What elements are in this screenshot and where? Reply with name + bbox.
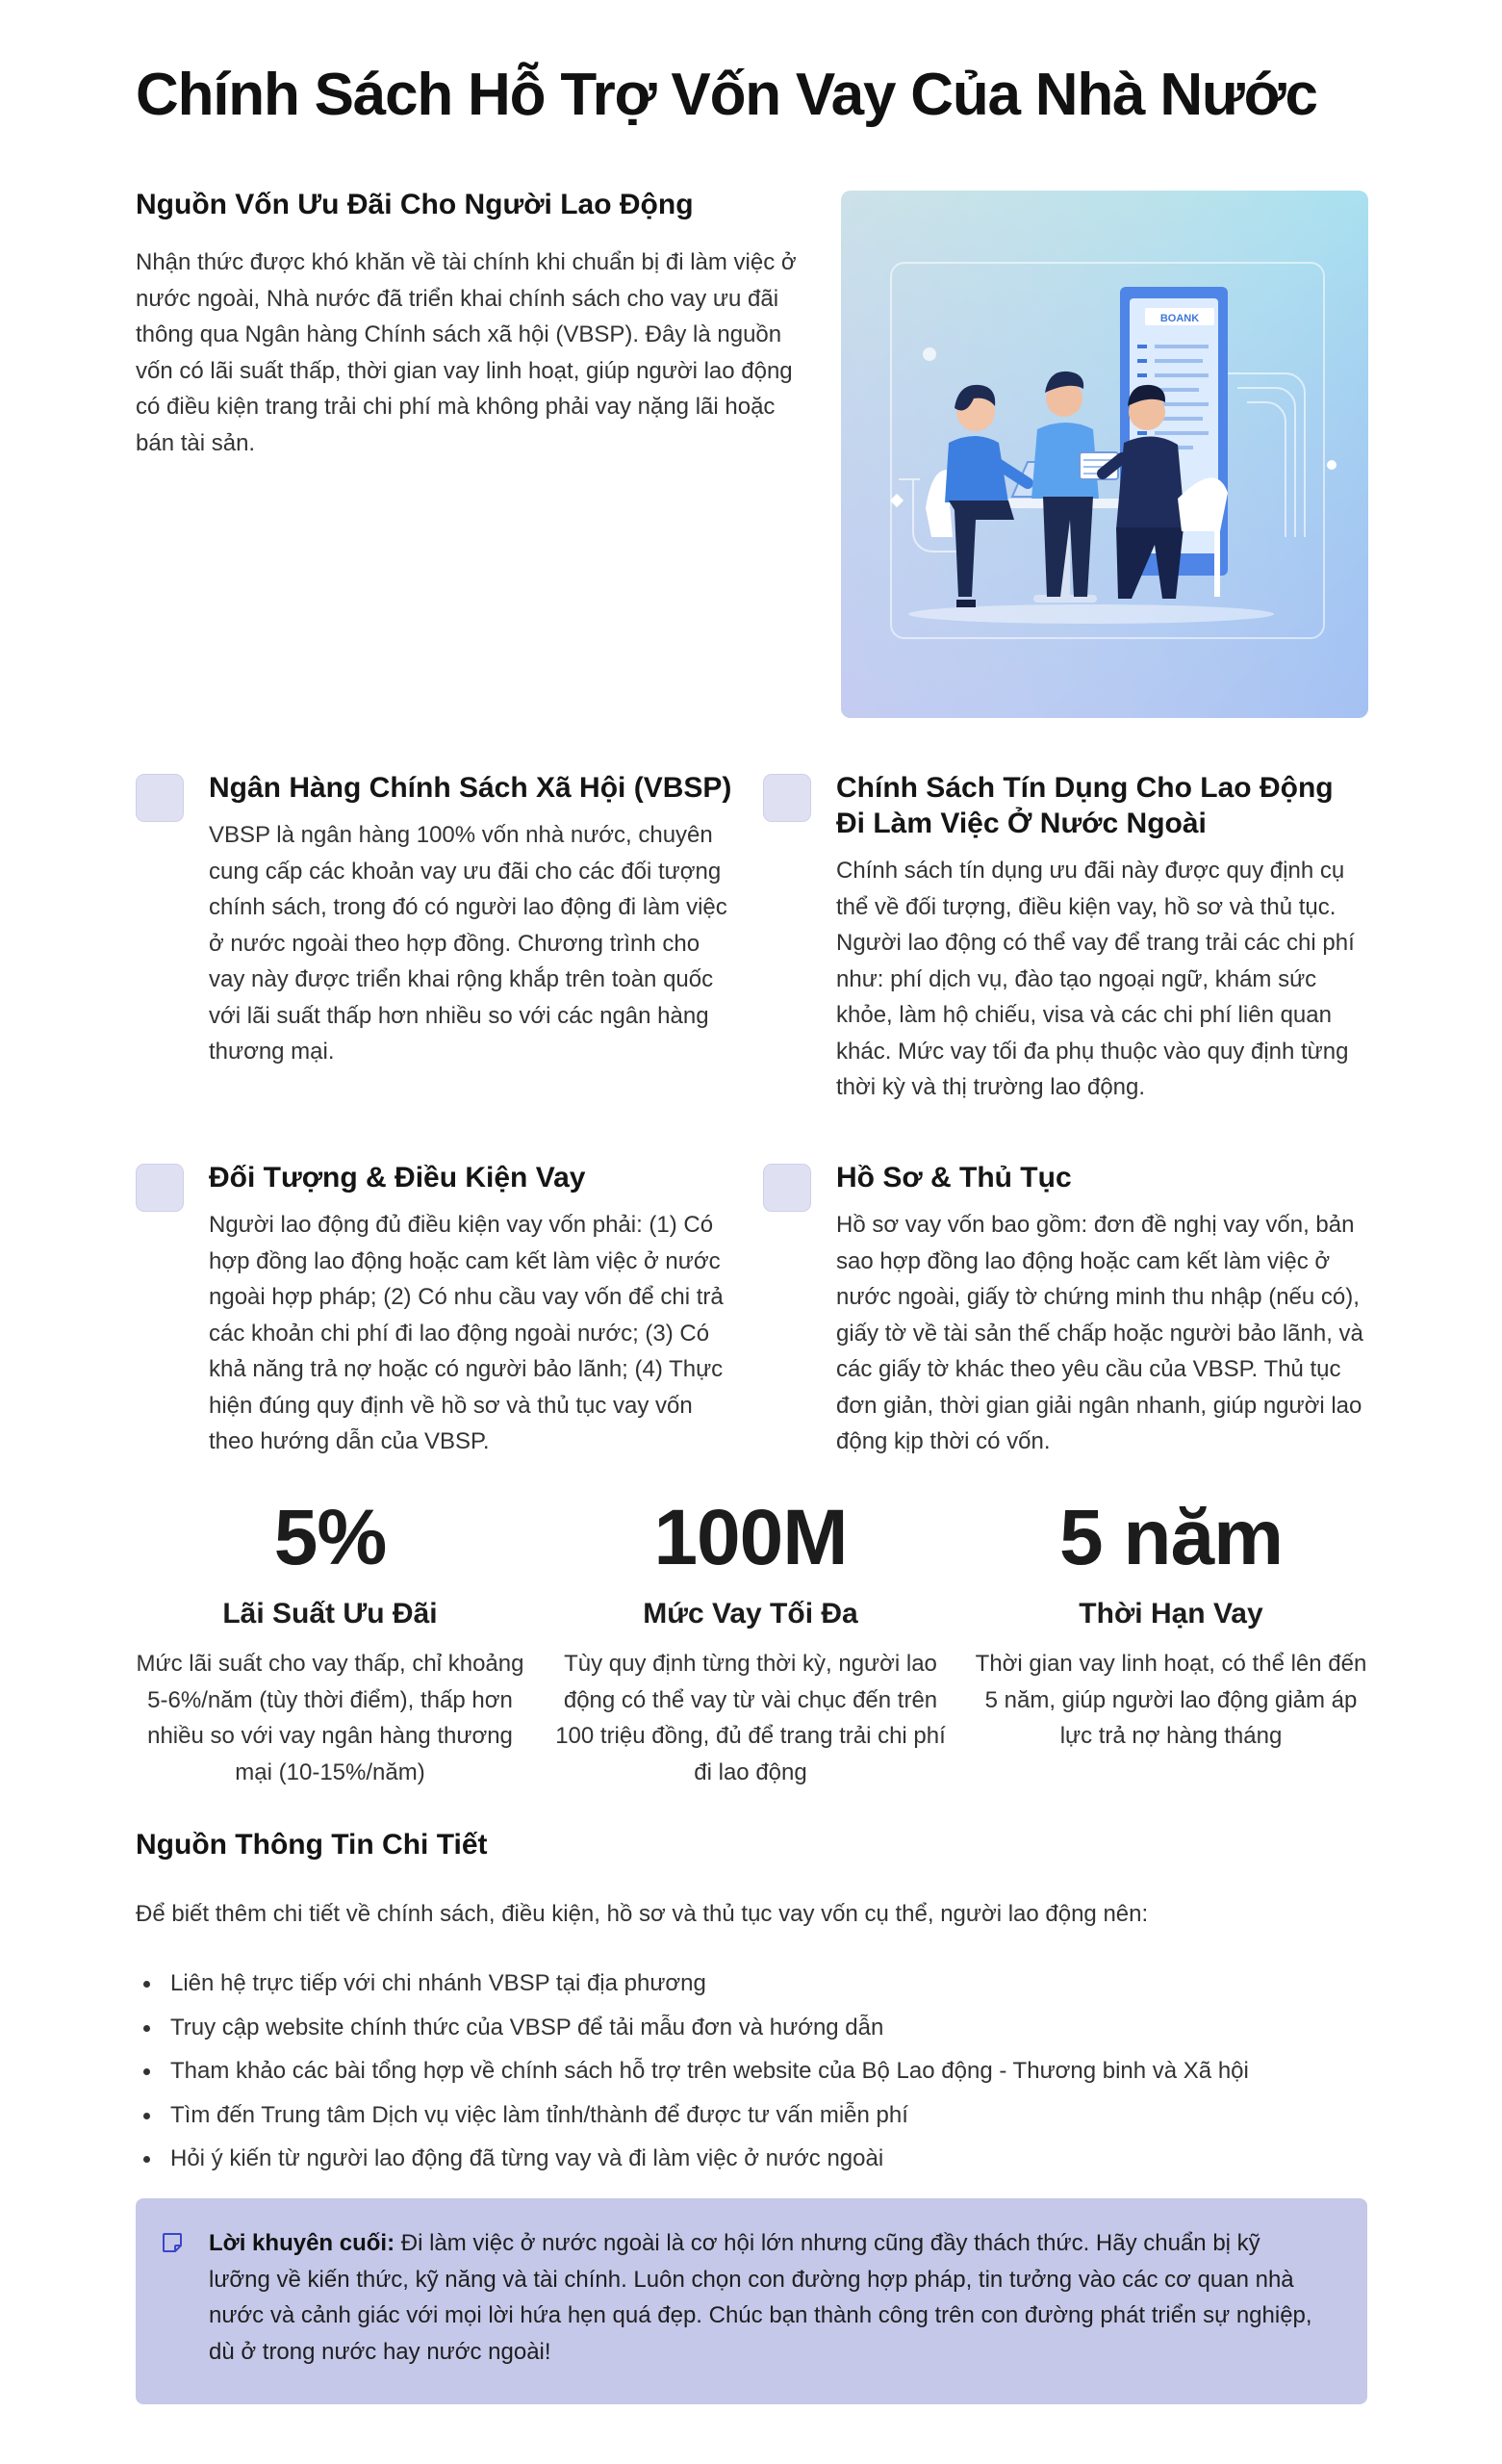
feature-title: Đối Tượng & Điều Kiện Vay [209, 1162, 586, 1194]
stat-max-loan [548, 1490, 953, 1790]
feature-title: Chính Sách Tín Dụng Cho Lao Động Đi Làm Việc Ở Nước Ngoài [836, 772, 1334, 839]
stat-description: Mức lãi suất cho vay thấp, chỉ khoảng 5-6%/năm (tùy thời điểm), thấp hơn nhiều so với vay ngân hàng thương mại (10-15%/năm) [136, 1651, 524, 1785]
stat-loan-term [969, 1490, 1373, 1755]
feature-credit-policy [763, 770, 1369, 1106]
list-item: Tham khảo các bài tổng hợp về chính sách hỗ trợ trên website của Bộ Lao động - Thương binh và Xã hội [136, 2049, 1249, 2093]
stat-label: Lãi Suất Ưu Đãi [222, 1598, 438, 1630]
stat-label: Thời Hạn Vay [1079, 1598, 1263, 1630]
checkbox-icon [136, 774, 184, 822]
intro-heading: Nguồn Vốn Ưu Đãi Cho Người Lao Động [136, 189, 694, 220]
stat-description: Thời gian vay linh hoạt, có thể lên đến 5 năm, giúp người lao động giảm áp lực trả nợ hàng tháng [975, 1651, 1367, 1749]
stat-value: 5% [273, 1494, 387, 1581]
feature-text: Người lao động đủ điều kiện vay vốn phải: (1) Có hợp đồng lao động hoặc cam kết làm việc ở nước ngoài hợp pháp; (2) Có nhu cầu vay vốn để chi trả các khoản chi phí đi lao động ngoài nước; (3) Có khả năng trả nợ hoặc có người bảo lãnh; (4) Thực hiện đúng quy định về hồ sơ và thủ tục vay vốn theo hướng dẫn của VBSP. [209, 1212, 724, 1454]
feature-eligibility [136, 1160, 742, 1460]
list-item: Truy cập website chính thức của VBSP để tải mẫu đơn và hướng dẫn [136, 2006, 1249, 2050]
feature-vbsp [136, 770, 742, 1070]
stat-description: Tùy quy định từng thời kỳ, người lao động có thể vay từ vài chục đến trên 100 triệu đồng, đủ để trang trải chi phí đi lao động [555, 1651, 946, 1785]
checkbox-icon [136, 1164, 184, 1212]
advice-label: Lời khuyên cuối: [209, 2230, 395, 2256]
stat-interest-rate [128, 1490, 532, 1790]
page-title: Chính Sách Hỗ Trợ Vốn Vay Của Nhà Nước [136, 62, 1317, 128]
feature-text: VBSP là ngân hàng 100% vốn nhà nước, chuyên cung cấp các khoản vay ưu đãi cho các đối tượng chính sách, trong đó có người lao động đi làm việc ở nước ngoài theo hợp đồng. Chương trình cho vay này được triển khai rộng khắp trên toàn quốc với lãi suất thấp hơn nhiều so với các ngân hàng thương mại. [209, 822, 727, 1065]
stat-label: Mức Vay Tối Đa [643, 1598, 858, 1630]
final-advice-callout [136, 2198, 1367, 2404]
intro-paragraph: Nhận thức được khó khăn về tài chính khi chuẩn bị đi làm việc ở nước ngoài, Nhà nước đã triển khai chính sách cho vay ưu đãi thông qua Ngân hàng Chính sách xã hội (VBSP). Đây là nguồn vốn có lãi suất thấp, thời gian vay linh hoạt, giúp người lao động có điều kiện trang trải chi phí mà không phải vay nặng lãi hoặc bán tài sản. [136, 249, 797, 456]
feature-documents [763, 1160, 1369, 1460]
sources-list [136, 1962, 1249, 2181]
feature-text: Chính sách tín dụng ưu đãi này được quy định cụ thể về đối tượng, điều kiện vay, hồ sơ và thủ tục. Người lao động có thể vay để trang trải các chi phí như: phí dịch vụ, đào tạo ngoại ngữ, khám sức khỏe, làm hộ chiếu, visa và các chi phí liên quan khác. Mức vay tối đa phụ thuộc vào quy định từng thời kỳ và thị trường lao động. [836, 858, 1355, 1100]
feature-title: Hồ Sơ & Thủ Tục [836, 1162, 1072, 1194]
stat-value: 100M [653, 1494, 848, 1581]
hero-illustration [841, 191, 1368, 718]
list-item: Liên hệ trực tiếp với chi nhánh VBSP tại địa phương [136, 1962, 1249, 2006]
list-item: Hỏi ý kiến từ người lao động đã từng vay và đi làm việc ở nước ngoài [136, 2137, 1249, 2181]
list-item: Tìm đến Trung tâm Dịch vụ việc làm tỉnh/thành để được tư vấn miễn phí [136, 2093, 1249, 2138]
feature-title: Ngân Hàng Chính Sách Xã Hội (VBSP) [209, 772, 732, 804]
bank-meeting-illustration [841, 191, 1368, 718]
feature-text: Hồ sơ vay vốn bao gồm: đơn đề nghị vay vốn, bản sao hợp đồng lao động hoặc cam kết làm việc ở nước ngoài, giấy tờ chứng minh thu nhập (nếu có), giấy tờ về tài sản thế chấp hoặc người bảo lãnh, và các giấy tờ khác theo yêu cầu của VBSP. Thủ tục đơn giản, thời gian giải ngân nhanh, giúp người lao động kịp thời có vốn. [836, 1212, 1363, 1454]
advice-text [209, 2225, 1325, 2370]
bank-sign-text: BOANK [1159, 313, 1200, 324]
sources-heading: Nguồn Thông Tin Chi Tiết [136, 1829, 488, 1861]
stat-value: 5 năm [1059, 1494, 1283, 1581]
advice-body: Đi làm việc ở nước ngoài là cơ hội lớn nhưng cũng đầy thách thức. Hãy chuẩn bị kỹ lưỡng về kiến thức, kỹ năng và tài chính. Luôn chọn con đường hợp pháp, tin tưởng vào các cơ quan nhà nước và cảnh giác với mọi lời hứa hẹn quá đẹp. Chúc bạn thành công trên con đường phát triển sự nghiệp, dù ở trong nước hay nước ngoài! [209, 2230, 1312, 2365]
checkbox-icon [763, 1164, 811, 1212]
sources-intro: Để biết thêm chi tiết về chính sách, điều kiện, hồ sơ và thủ tục vay vốn cụ thể, người lao động nên: [136, 1901, 1149, 1927]
checkbox-icon [763, 774, 811, 822]
note-icon [161, 2231, 184, 2254]
